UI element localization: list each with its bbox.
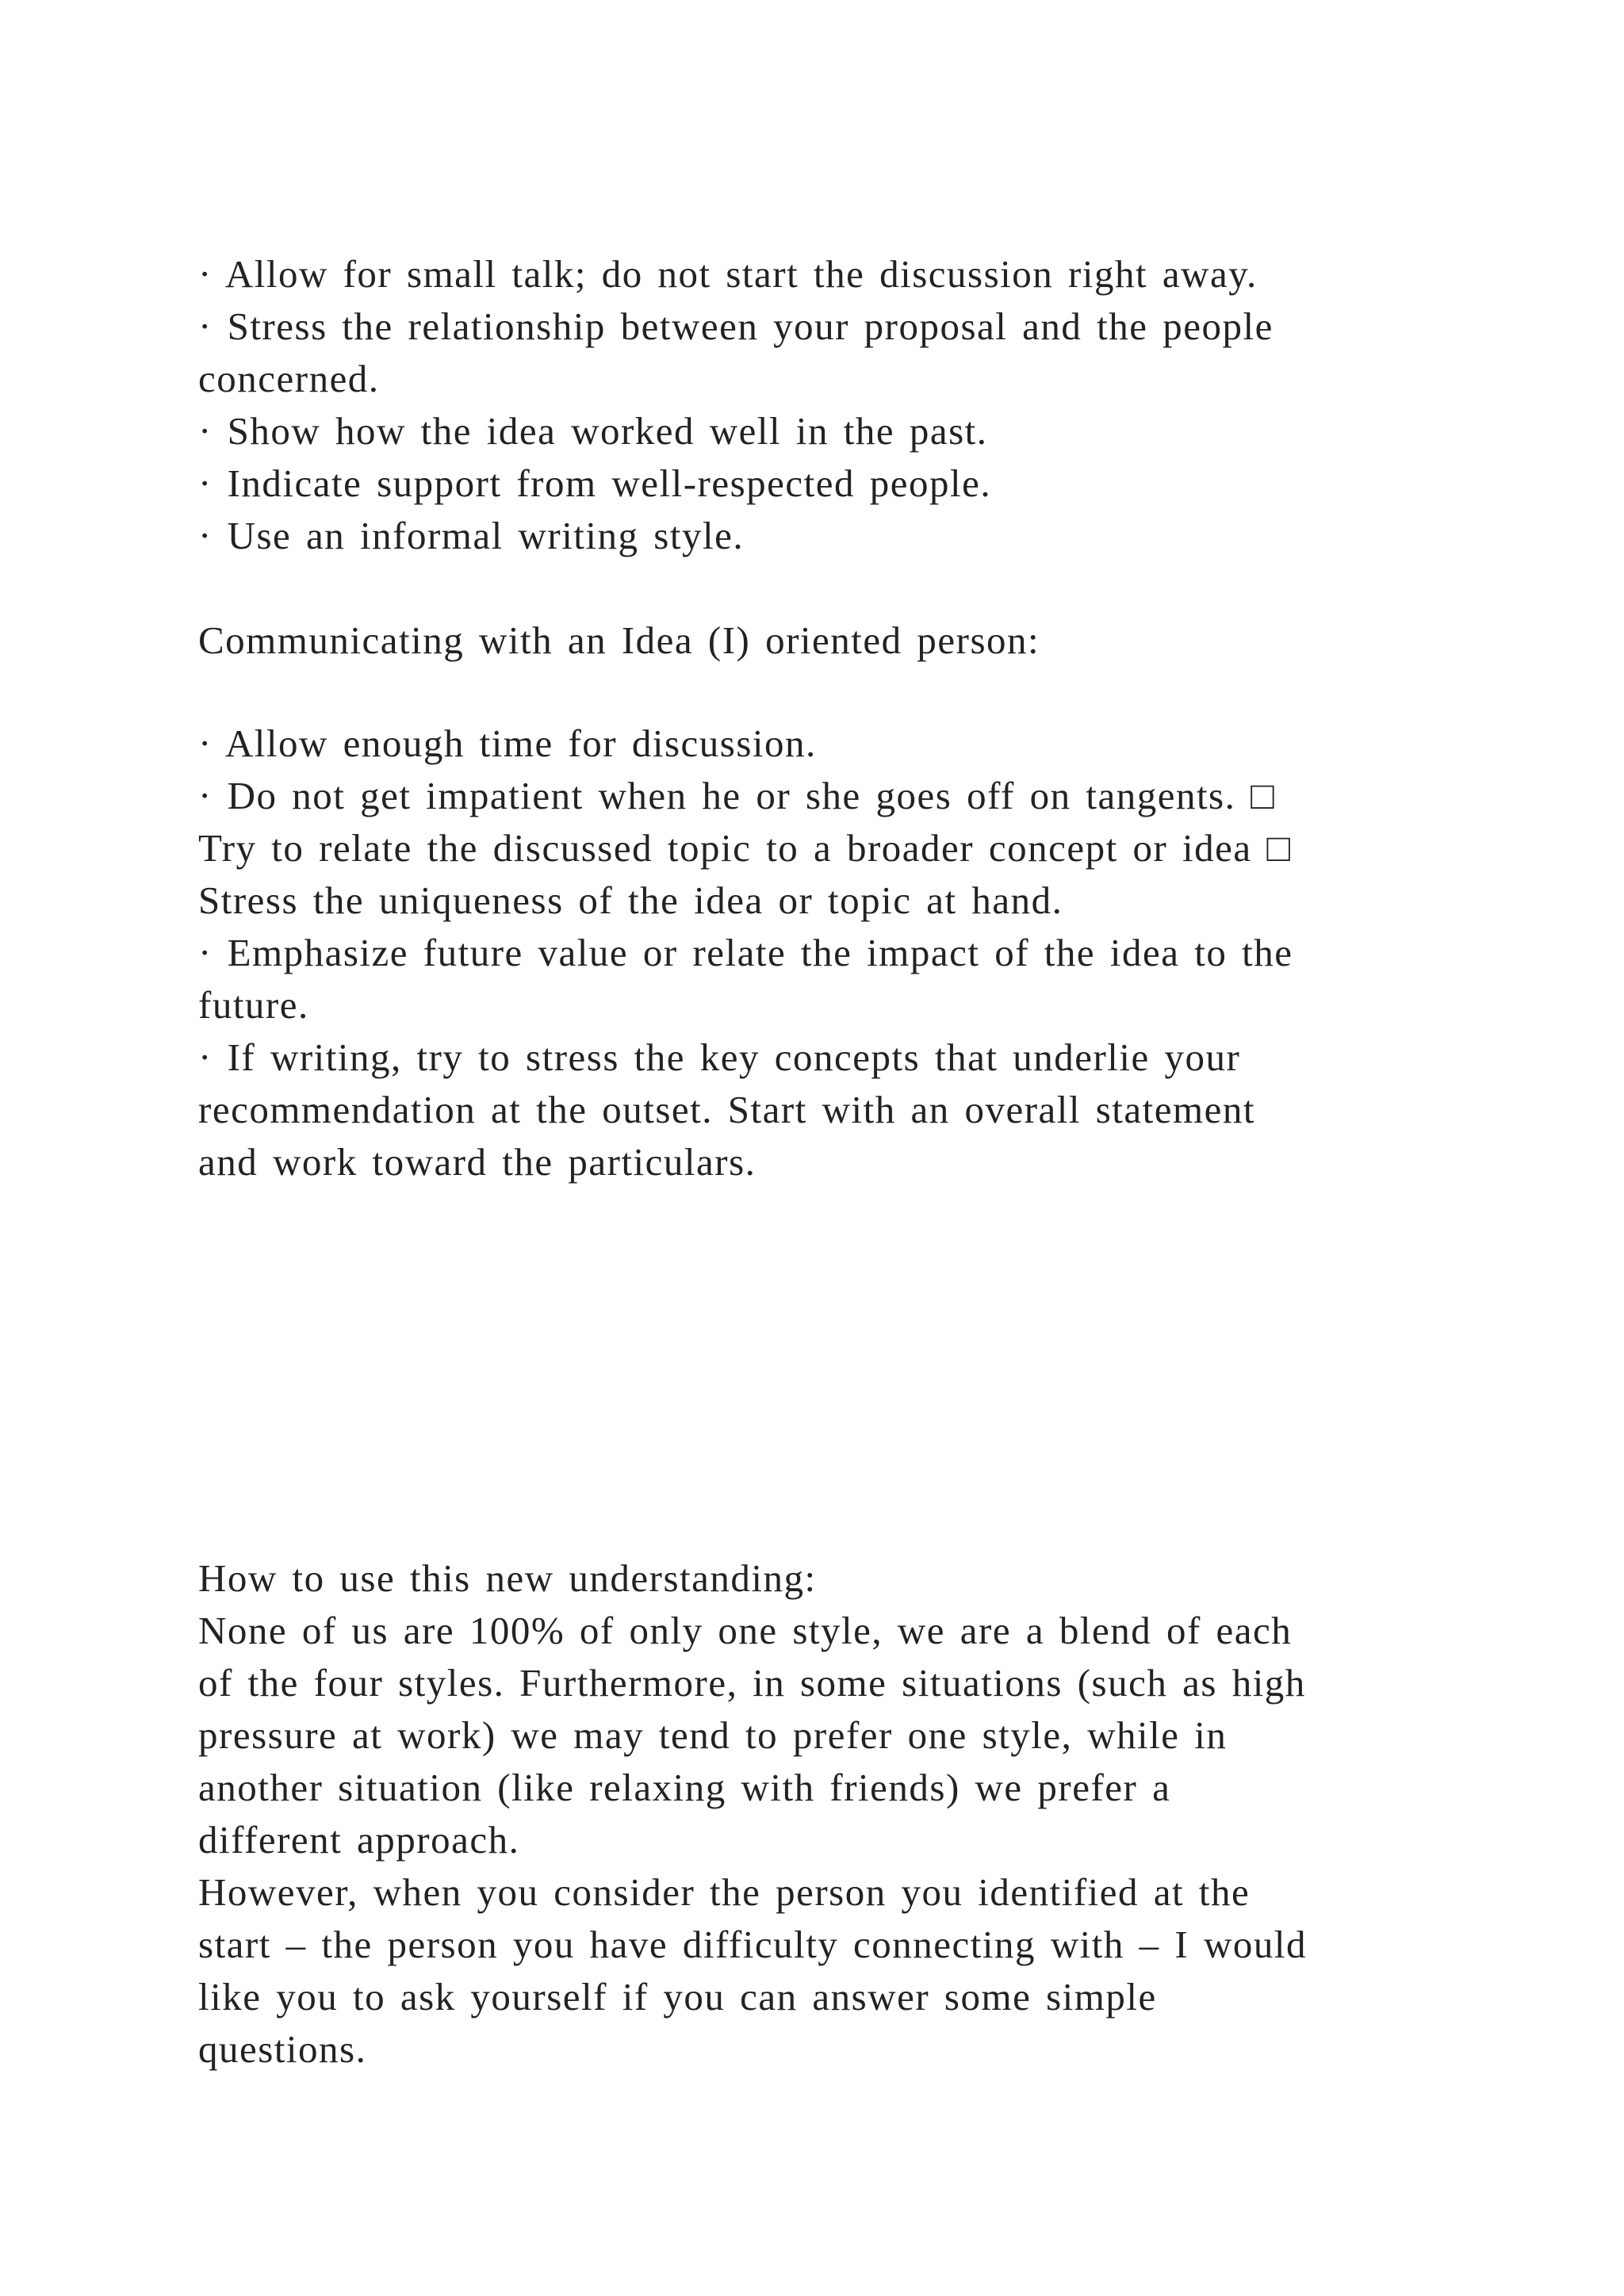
list-item: · If writing, try to stress the key concepts that underlie your xyxy=(198,1035,1241,1079)
paragraph-line: pressure at work) we may tend to prefer one style, while in xyxy=(198,1713,1228,1757)
paragraph-line: different approach. xyxy=(198,1818,520,1862)
list-item-continuation: and work toward the particulars. xyxy=(198,1140,756,1184)
paragraph-line: questions. xyxy=(198,2027,367,2071)
list-item: · Allow for small talk; do not start the discussion right away. xyxy=(198,252,1258,296)
idea-oriented-heading-block xyxy=(198,614,1435,667)
list-item: · Stress the relationship between your proposal and the people xyxy=(198,304,1274,348)
paragraph-heading: How to use this new understanding: xyxy=(198,1556,817,1600)
list-item: Try to relate the discussed topic to a broader concept or idea □ xyxy=(198,826,1292,870)
list-item: · Indicate support from well-respected people. xyxy=(198,461,992,505)
paragraph-line: However, when you consider the person you identified at the xyxy=(198,1870,1251,1914)
list-item-continuation: concerned. xyxy=(198,357,380,400)
list-item: Stress the uniqueness of the idea or topic at hand. xyxy=(198,878,1063,922)
idea-oriented-tips-list xyxy=(198,718,1435,1188)
list-item-continuation: recommendation at the outset. Start with an overall statement xyxy=(198,1088,1256,1131)
paragraph-line: start – the person you have difficulty connecting with – I would xyxy=(198,1923,1307,1966)
list-item: · Allow enough time for discussion. xyxy=(198,721,817,765)
paragraph-line: None of us are 100% of only one style, we are a blend of each xyxy=(198,1609,1293,1652)
section-heading: Communicating with an Idea (I) oriented person: xyxy=(198,618,1040,662)
list-item: · Do not get impatient when he or she goes off on tangents. □ xyxy=(198,774,1276,817)
list-item: · Show how the idea worked well in the past. xyxy=(198,409,988,453)
paragraph-line: of the four styles. Furthermore, in some situations (such as high xyxy=(198,1661,1306,1705)
list-item: · Emphasize future value or relate the impact of the idea to the xyxy=(198,931,1293,974)
understanding-paragraph xyxy=(198,1552,1435,2076)
paragraph-line: another situation (like relaxing with friends) we prefer a xyxy=(198,1766,1171,1809)
list-item: · Use an informal writing style. xyxy=(198,514,745,557)
list-item-continuation: future. xyxy=(198,983,309,1027)
paragraph-line: like you to ask yourself if you can answer some simple xyxy=(198,1975,1157,2019)
communication-tips-list xyxy=(198,248,1435,562)
